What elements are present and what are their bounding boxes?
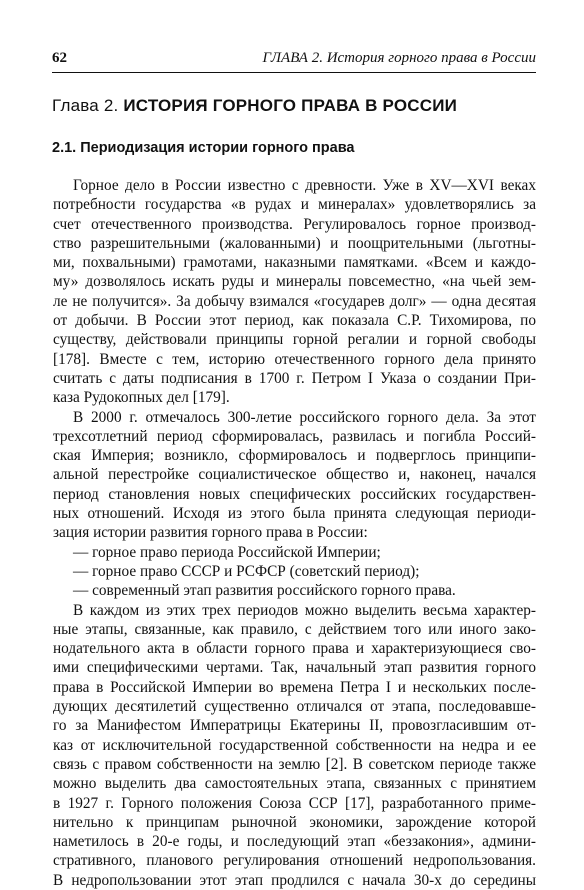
- text-line: период становления новых специфических российских государствен-: [53, 485, 536, 503]
- text-line: связь с правом собственности на землю [2]. В советском периоде также: [53, 755, 536, 773]
- text-line: дующих десятилетий существенно отличался от этапа, последовавше-: [53, 698, 536, 716]
- text-line: ми, похвальными) грамотами, наказными памятками. «Всем и каждо-: [53, 254, 536, 272]
- text-line: каз от исключительной государственной собственности на недра и ее: [53, 736, 536, 754]
- text-line: считать с даты подписания в 1700 г. Петром I Указа о создании При-: [53, 369, 536, 387]
- text-line: В 2000 г. отмечалось 300-летие российского горного дела. За этот: [73, 408, 536, 426]
- text-line: зация истории развития горного права в России:: [53, 524, 368, 542]
- text-line: ими специфическими чертами. Так, начальный этап развития горного: [53, 659, 536, 677]
- text-line: нодательного акта в области горного права и характеризующиеся сво-: [53, 640, 536, 658]
- text-line: наметилось в 20-е годы, и последующий этап «беззакония», админи-: [53, 833, 536, 851]
- text-line: ская Империя; возникло, сформировалось и подверглось принципи-: [53, 447, 536, 465]
- text-line: [178]. Вместе с тем, историю отечественного горного дела принято: [53, 350, 536, 368]
- text-line: му» дозволялось искать руды и минералы повсеместно, «на чьей зем-: [53, 273, 536, 291]
- text-line: ле не получится». За добычу взимался «государев долг» — одна десятая: [53, 292, 536, 310]
- text-line: стративного, планового регулирования отношений недропользования.: [53, 852, 536, 870]
- running-title: ГЛАВА 2. История горного права в России: [262, 50, 536, 66]
- text-line: нительно к принципам рыночной экономики, зарождение которой: [53, 813, 536, 831]
- text-line: ство разрешительными (жалованными) и поощрительными (льготны-: [53, 234, 536, 252]
- text-line: го за Манифестом Императрицы Екатерины II, провозгласившим от-: [53, 717, 536, 735]
- section-heading: 2.1. Периодизация истории горного права: [52, 140, 355, 156]
- body-text: [53, 176, 536, 890]
- header-rule: [52, 72, 536, 73]
- text-line: трехсотлетний период сформировалась, развилась и погибла Россий-: [53, 427, 536, 445]
- chapter-label: Глава 2.: [52, 96, 119, 115]
- text-line: в 1927 г. Горного положения Союза ССР [17], разработанного приме-: [53, 794, 536, 812]
- text-line: — горное право СССР и РСФСР (советский период);: [73, 562, 420, 580]
- text-line: ных отношений. Исходя из этого была принята следующая периоди-: [53, 505, 536, 523]
- text-line: — современный этап развития российского горного права.: [73, 582, 456, 600]
- text-line: В каждом из этих трех периодов можно выделить весьма характер-: [73, 601, 536, 619]
- text-line: ные этапы, связанные, как правило, с действием того или иного зако-: [53, 620, 536, 638]
- text-line: каза Рудокопных дел [179].: [53, 389, 230, 407]
- text-line: можно выделить два самостоятельных этапа, связанных с принятием: [53, 775, 536, 793]
- text-line: В недропользовании этот этап продлился с начала 30-х до середины: [53, 871, 536, 889]
- text-line: от добычи. В России этот период, как показала С.Р. Тихомирова, по: [53, 312, 536, 330]
- text-line: Горное дело в России известно с древности. Уже в XV—XVI веках: [73, 177, 536, 194]
- text-line: счет отечественного производства. Регулировалось горное производ-: [53, 215, 536, 233]
- text-line: — горное право периода Российской Империи;: [73, 543, 381, 561]
- chapter-heading: [52, 96, 536, 116]
- text-line: альной перестройке социалистическое общество и, наконец, начался: [53, 466, 536, 484]
- text-line: существу, действовали принципы горной регалии и горной свободы: [53, 331, 536, 349]
- page-number: 62: [52, 50, 67, 66]
- chapter-title: ИСТОРИЯ ГОРНОГО ПРАВА В РОССИИ: [123, 96, 458, 115]
- text-line: права в Российской Империи во времена Петра I и нескольких после-: [53, 678, 536, 696]
- text-line: потребности государства «в рудах и минералах» удовлетворялись за: [53, 196, 536, 214]
- page-header: [52, 50, 536, 70]
